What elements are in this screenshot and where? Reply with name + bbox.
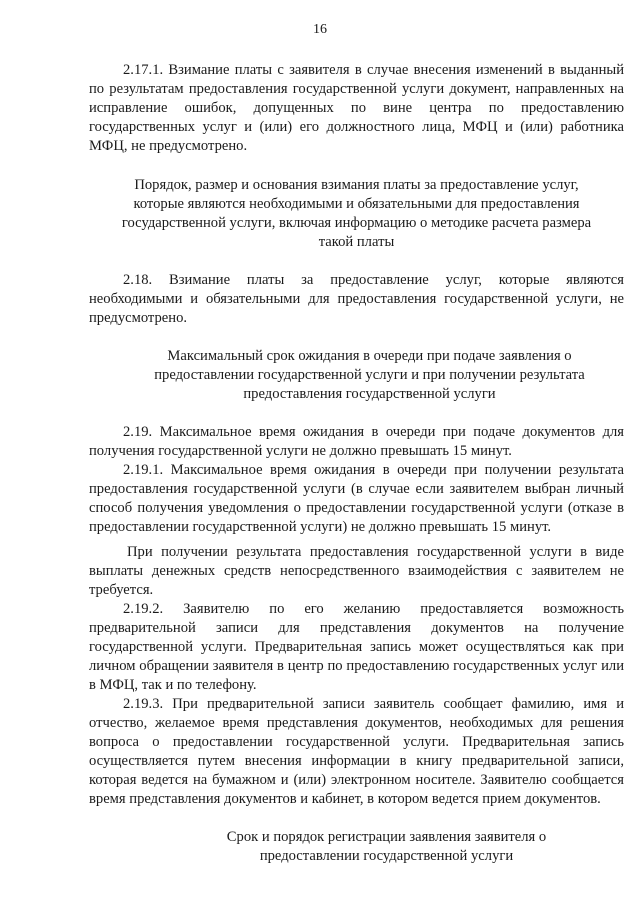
document-body (89, 61, 624, 866)
paragraph-2-17-1: 2.17.1. Взимание платы с заявителя в случае внесения изменений в выданный по результатам предоставления государственной услуги документ, направленных на исправление ошибок, допущенных по вине центра по предоставлению государственных услуг и (или) его должностного лица, МФЦ и (или) работника МФЦ, не предусмотрено. (89, 62, 624, 154)
paragraph-cash-payment: При получении результата предоставления государственной услуги в виде выплаты денежных средств непосредственного взаимодействия с заявителем не требуется. (89, 544, 624, 598)
paragraph-2-19-3: 2.19.3. При предварительной записи заявитель сообщает фамилию, имя и отчество, желаемое время представления документов, необходимых для решения вопроса о предоставлении государственной услуги. Предварительная запись осуществляется путем внесения информации в книгу предварительной записи, которая ведется на бумажном и (или) электронном носителе. Заявителю сообщается время представления документов и кабинет, в котором ведется прием документов. (89, 696, 624, 807)
section-heading-registration: Срок и порядок регистрации заявления заявителя о предоставлении государственной услуги (226, 829, 547, 864)
page-number: 16 (313, 22, 327, 37)
section-heading-payment-procedure: Порядок, размер и основания взимания платы за предоставление услуг, которые являются необходимыми и обязательными для предоставления государственной услуги, включая информацию о методике расчета размера такой платы (121, 177, 592, 250)
paragraph-2-19-2: 2.19.2. Заявителю по его желанию предоставляется возможность предварительной записи для представления документов на получение государственной услуги. Предварительная запись может осуществляться как при личном обращении заявителя в центр по предоставлению государственных услуг или в МФЦ, так и по телефону. (89, 601, 624, 693)
paragraph-2-18: 2.18. Взимание платы за предоставление услуг, которые являются необходимыми и обязательными для предоставления государственной услуги, не предусмотрено. (89, 272, 624, 326)
paragraph-2-19-1: 2.19.1. Максимальное время ожидания в очереди при получении результата предоставления государственной услуги (в случае если заявителем выбран личный способ получения уведомления о предоставлении государственной услуги (отказе в предоставлении государственной услуги) не должно превышать 15 минут. (89, 462, 624, 535)
paragraph-2-19: 2.19. Максимальное время ожидания в очереди при подаче документов для получения государственной услуги не должно превышать 15 минут. (89, 424, 624, 459)
section-heading-max-wait: Максимальный срок ожидания в очереди при подаче заявления о предоставлении государственной услуги и при получении результата предоставления государственной услуги (154, 348, 585, 402)
